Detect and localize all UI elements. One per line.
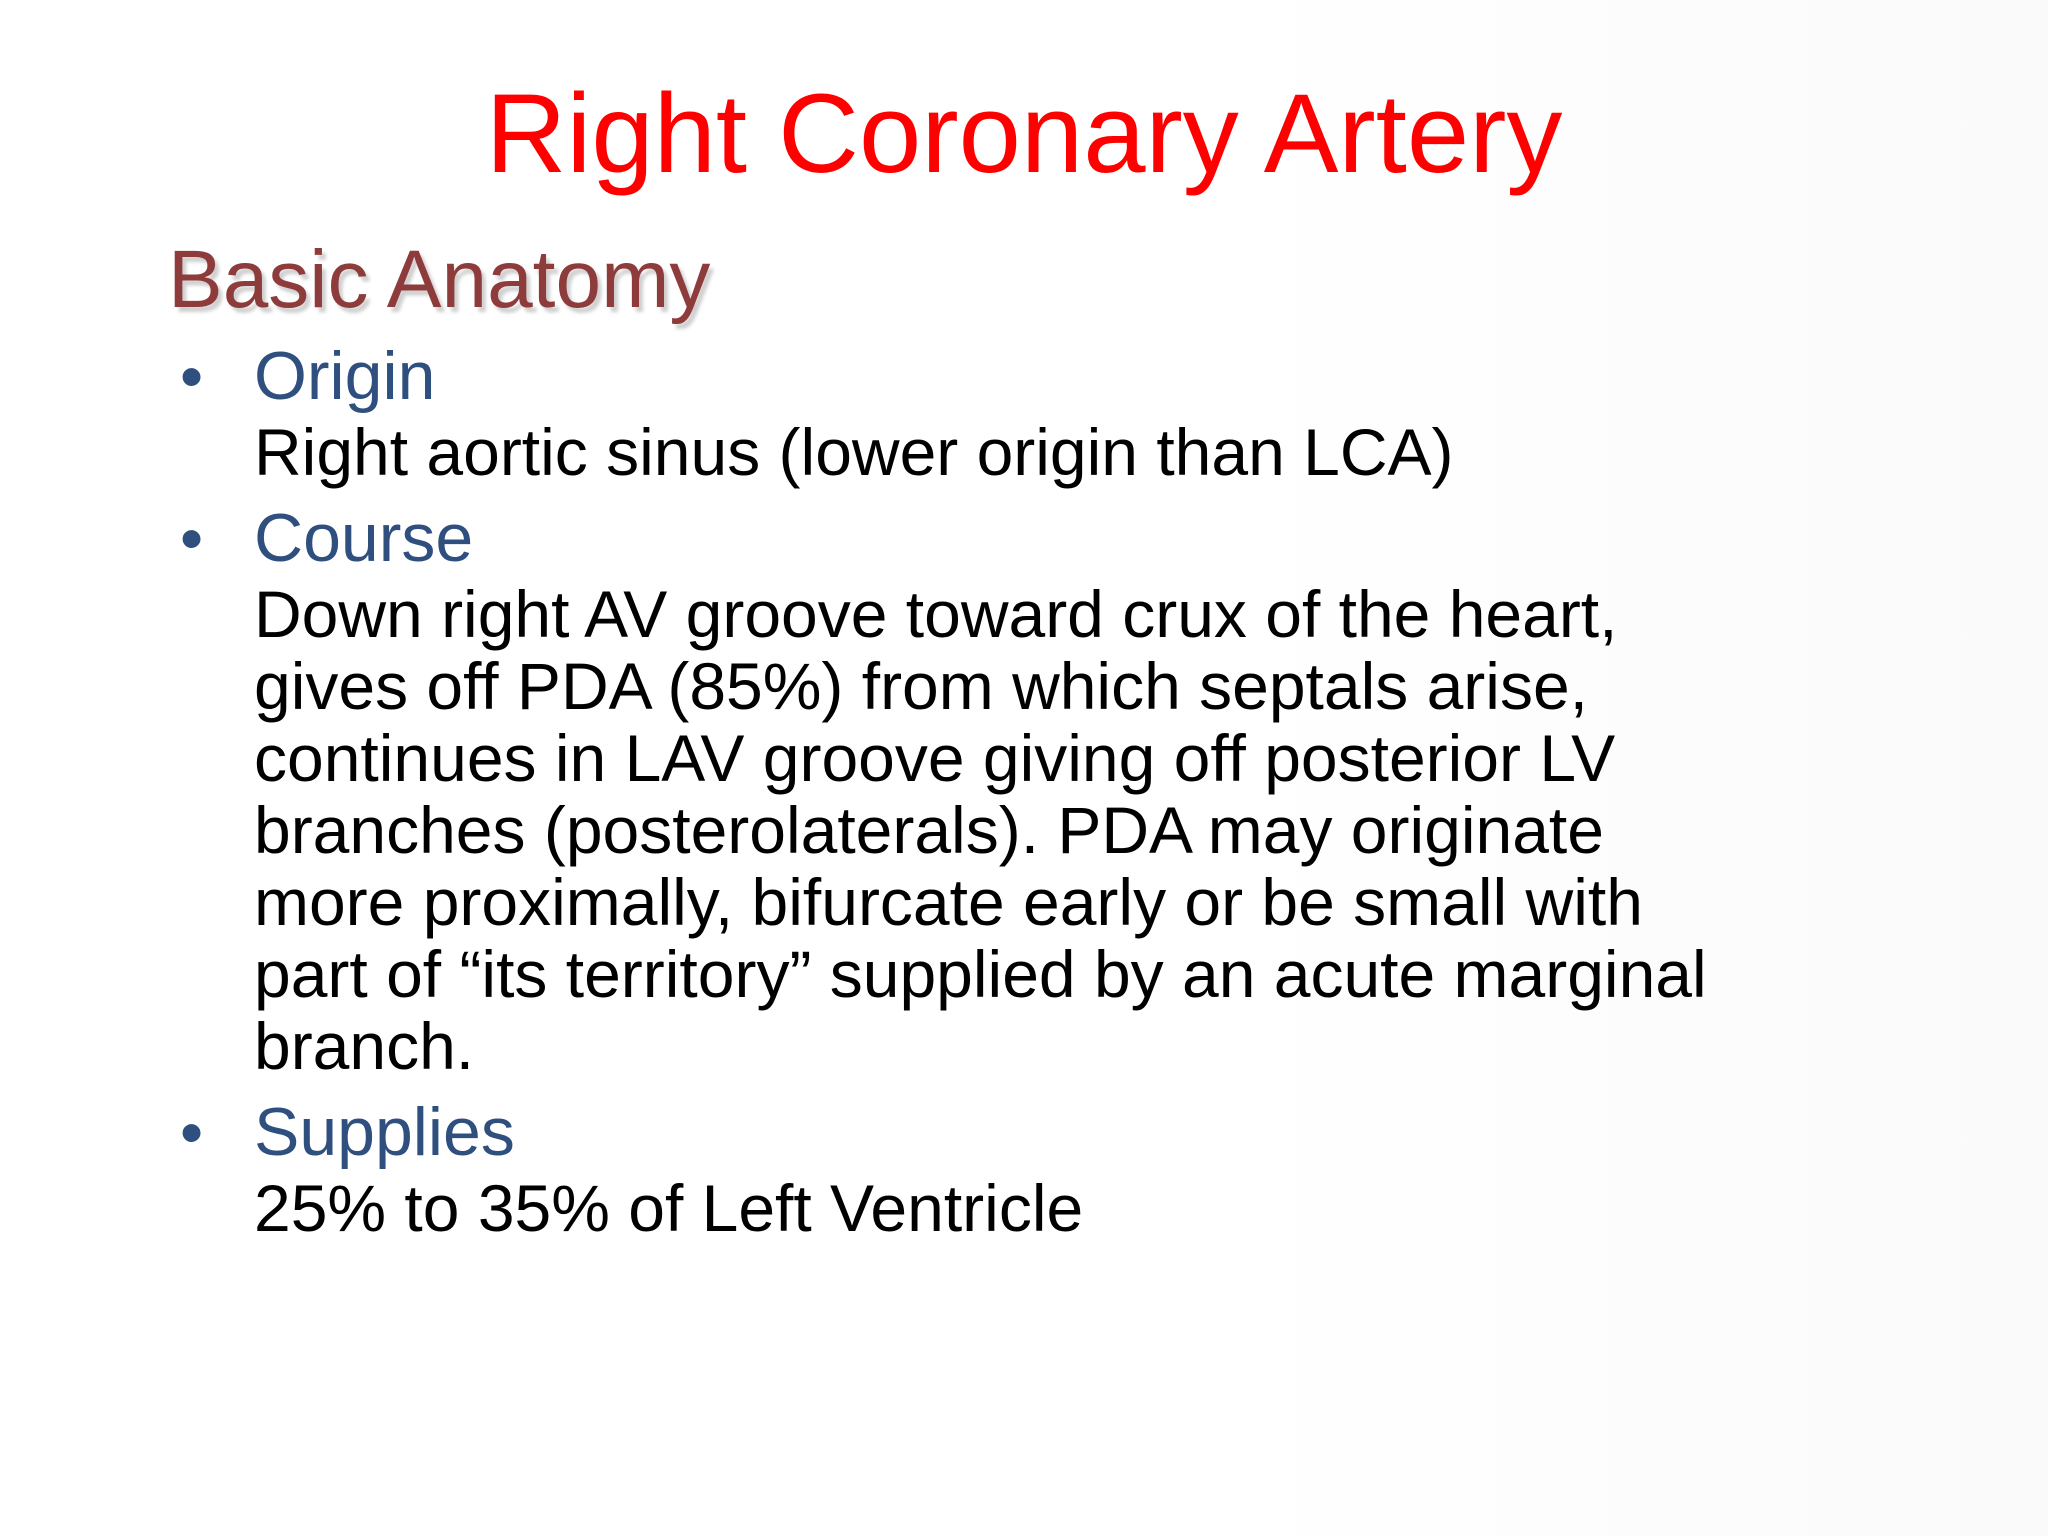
bullet-body [254, 578, 2008, 1082]
bullet-origin [168, 336, 2008, 488]
body-line: branch. [254, 1009, 475, 1083]
bullet-dot-icon: • [180, 1095, 204, 1169]
body-line: more proximally, bifurcate early or be small with [254, 865, 1643, 939]
bullet-dot-icon: • [180, 339, 204, 413]
bullet-heading: Origin [254, 338, 436, 414]
bullet-supplies [168, 1092, 2008, 1244]
body-line: 25% to 35% of Left Ventricle [254, 1171, 1084, 1245]
body-line: branches (posterolaterals). PDA may originate [254, 793, 1604, 867]
bullet-heading: Course [254, 500, 474, 576]
bullet-list [168, 336, 2008, 1254]
bullet-dot-icon: • [180, 501, 204, 575]
bullet-body [254, 416, 2008, 488]
bullet-body [254, 1172, 2008, 1244]
slide-title: Right Coronary Artery [485, 71, 1563, 196]
body-line: Right aortic sinus (lower origin than LCA) [254, 415, 1454, 489]
bullet-course [168, 498, 2008, 1082]
bullet-heading: Supplies [254, 1094, 515, 1170]
body-line: part of “its territory” supplied by an acute marginal [254, 937, 1707, 1011]
section-subtitle: Basic Anatomy [168, 234, 711, 325]
body-line: Down right AV groove toward crux of the heart, [254, 577, 1618, 651]
body-line: continues in LAV groove giving off posterior LV [254, 721, 1616, 795]
body-line: gives off PDA (85%) from which septals arise, [254, 649, 1588, 723]
